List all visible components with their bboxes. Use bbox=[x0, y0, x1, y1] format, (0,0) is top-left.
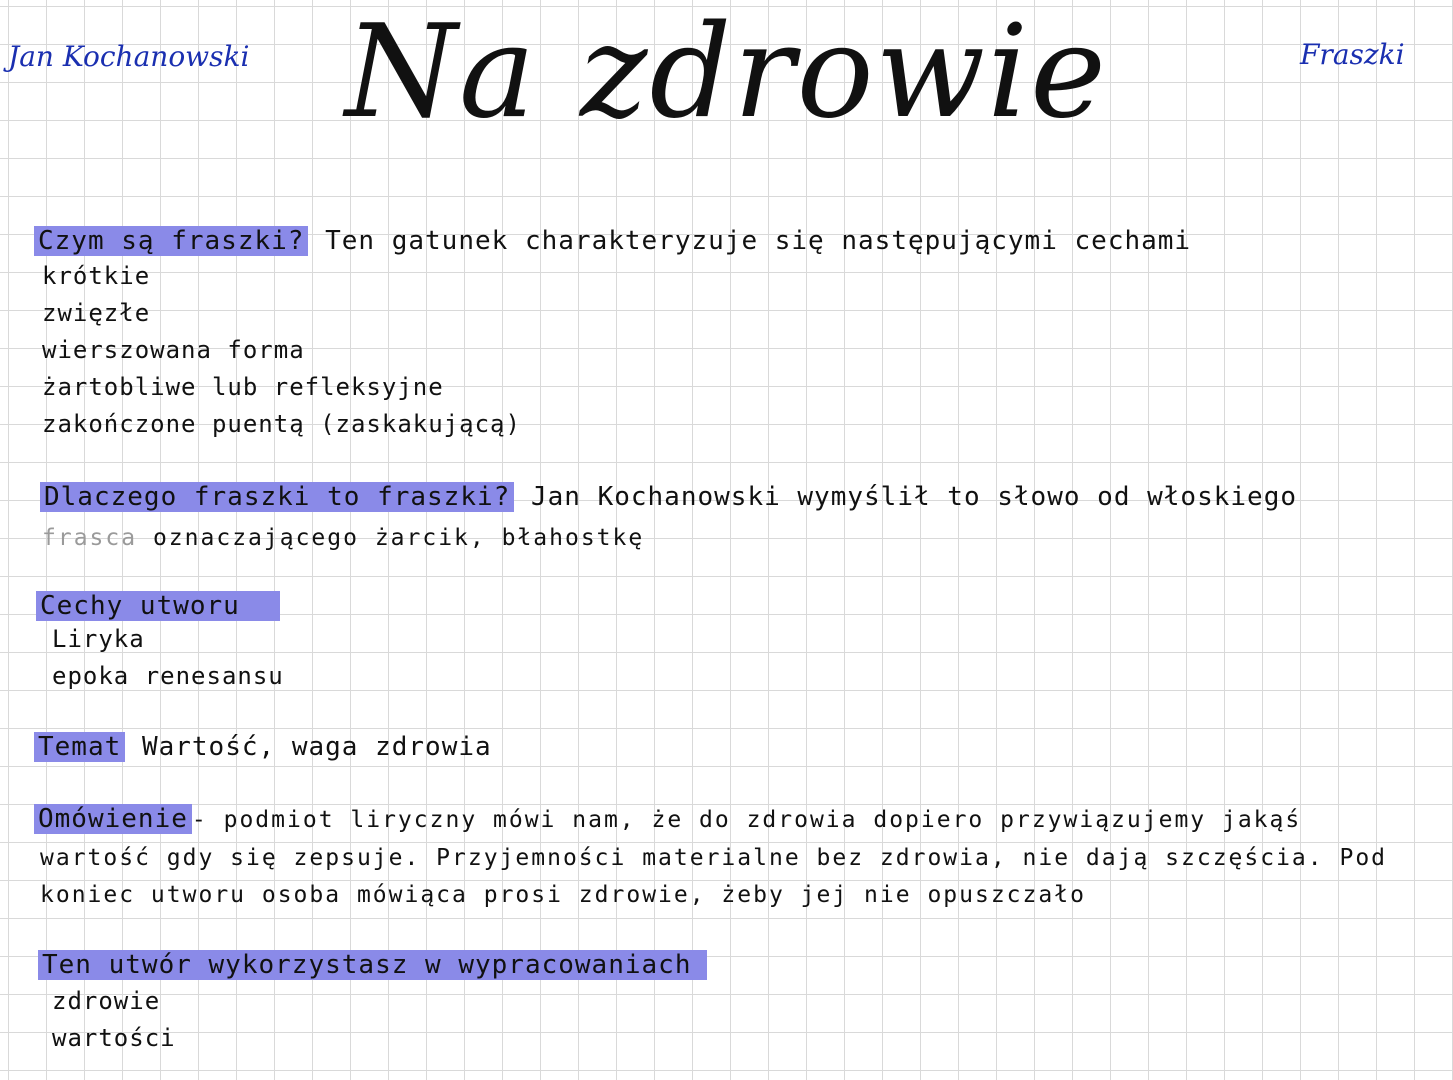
omowienie-line: koniec utworu osoba mówiąca prosi zdrowie, żeby jej nie opuszczało bbox=[40, 882, 1086, 908]
author-name: Jan Kochanowski bbox=[8, 40, 250, 73]
list-item: wartości bbox=[52, 1024, 176, 1052]
section-heading-wypracowania: Ten utwór wykorzystasz w wypracowaniach bbox=[38, 950, 707, 980]
section-czym bbox=[34, 224, 1191, 258]
list-cechy bbox=[52, 621, 284, 695]
section-text-czym: Ten gatunek charakteryzuje się następującymi cechami bbox=[325, 226, 1192, 256]
section-wypracowania bbox=[38, 948, 707, 982]
section-text-dlaczego-cont bbox=[42, 520, 644, 557]
list-item: zwięzłe bbox=[42, 299, 151, 327]
omowienie-line: podmiot liryczny mówi nam, że do zdrowia dopiero przywiązujemy jakąś bbox=[223, 807, 1302, 833]
dash: - bbox=[191, 807, 208, 833]
genre-label: Fraszki bbox=[1300, 38, 1405, 71]
section-text-temat: Wartość, waga zdrowia bbox=[141, 732, 492, 762]
list-item: epoka renesansu bbox=[52, 662, 284, 690]
section-heading-temat: Temat bbox=[34, 732, 125, 762]
list-item: krótkie bbox=[42, 262, 151, 290]
section-temat bbox=[34, 730, 492, 764]
list-item: Liryka bbox=[52, 625, 145, 653]
section-cechy bbox=[36, 589, 280, 623]
section-omowienie bbox=[34, 802, 1301, 839]
list-item: zdrowie bbox=[52, 987, 161, 1015]
section-text-dlaczego: Jan Kochanowski wymyślił to słowo od włoskiego bbox=[530, 482, 1298, 512]
section-heading-omowienie: Omówienie bbox=[34, 804, 192, 834]
section-heading-dlaczego: Dlaczego fraszki to fraszki? bbox=[40, 482, 514, 512]
list-item: wierszowana forma bbox=[42, 336, 305, 364]
list-item: zakończone puentą (zaskakującą) bbox=[42, 410, 521, 438]
section-heading-cechy: Cechy utworu bbox=[36, 591, 280, 621]
section-heading-czym: Czym są fraszki? bbox=[34, 226, 308, 256]
list-item: żartobliwe lub refleksyjne bbox=[42, 373, 444, 401]
page-title: Na zdrowie bbox=[345, 0, 1108, 147]
list-czym bbox=[42, 258, 521, 443]
italian-word: frasca bbox=[42, 525, 138, 551]
omowienie-line: wartość gdy się zepsuje. Przyjemności materialne bez zdrowia, nie dają szczęścia. Pod bbox=[40, 845, 1388, 871]
section-dlaczego bbox=[40, 480, 1297, 514]
etymology-text: oznaczającego żarcik, błahostkę bbox=[152, 525, 645, 551]
list-wypracowania bbox=[52, 983, 176, 1057]
